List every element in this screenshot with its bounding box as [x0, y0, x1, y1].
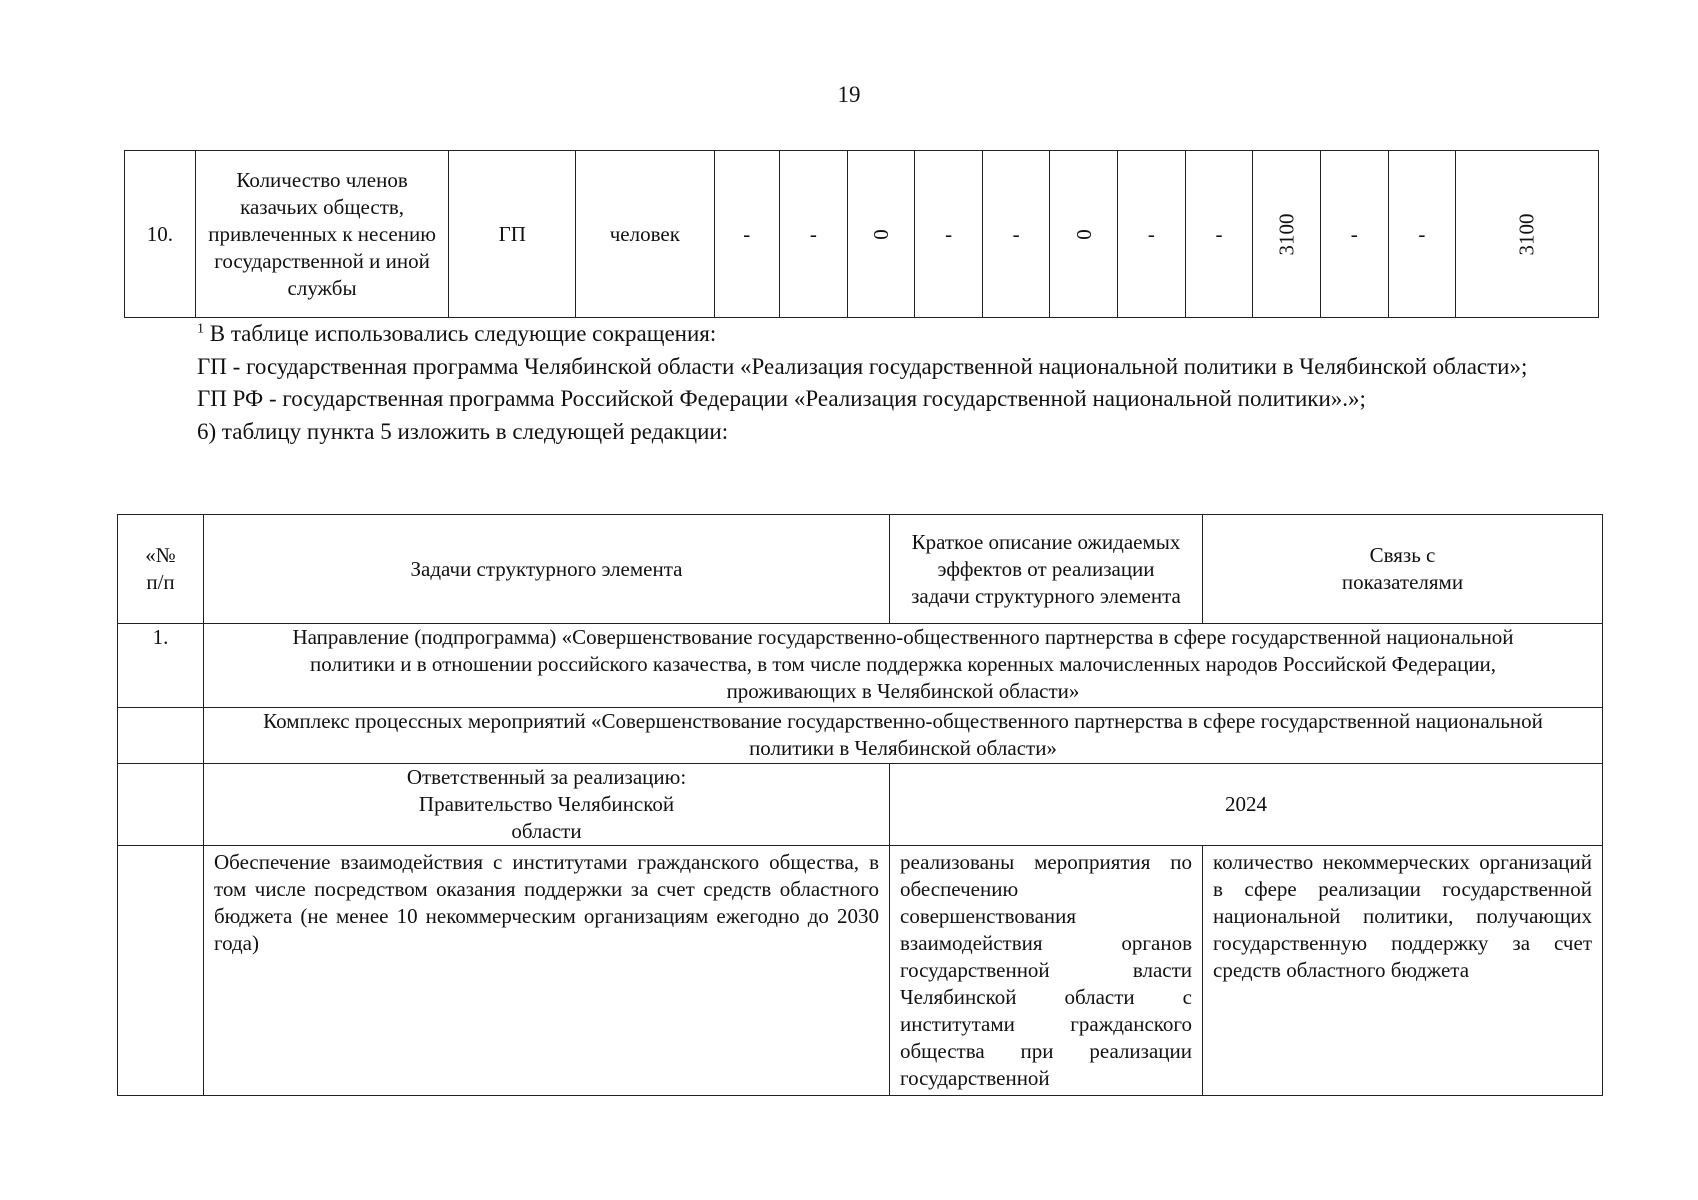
- table-row: [118, 708, 1603, 764]
- table-header-row: [118, 515, 1603, 624]
- value-cell: -: [982, 151, 1050, 318]
- table-row: [118, 624, 1603, 708]
- value-cell: -: [1185, 151, 1253, 318]
- table-row: [125, 151, 1599, 318]
- header-link: Связь с показателями: [1203, 515, 1603, 624]
- link-cell: количество некоммерческих организаций в сфере реализации государственной национальной политики, получающих государственную поддержку за счет средств областного бюджета: [1203, 846, 1603, 1096]
- value-cell: -: [1118, 151, 1186, 318]
- indicator-source: ГП: [449, 151, 576, 318]
- value-cell: 0: [847, 151, 915, 318]
- value-cell: -: [1388, 151, 1456, 318]
- empty-cell: [118, 708, 204, 764]
- year-cell: 2024: [890, 764, 1603, 846]
- table-row: [118, 846, 1603, 1096]
- task-cell: Обеспечение взаимодействия с институтами гражданского общества, в том числе посредством оказания поддержки за счет средств областного бюджета (не менее 10 некоммерческим организациям ежегодно до 2030 года): [204, 846, 890, 1096]
- value-cell: 3100: [1253, 151, 1321, 318]
- section-number: 1.: [118, 624, 204, 708]
- value-cell: 0: [1050, 151, 1118, 318]
- row-number: 10.: [125, 151, 196, 318]
- footnote-intro: $^1$ В таблице использовались следующие сокращения:: [197, 321, 717, 346]
- complex-title: Комплекс процессных мероприятий «Совершенствование государственно-общественного партнерства в сфере государственной национальной политики в Челябинской области»: [204, 708, 1603, 764]
- footnote-mark: 1: [197, 321, 204, 337]
- section-title: Направление (подпрограмма) «Совершенствование государственно-общественного партнерства в сфере государственной национальной политики и в отношении российского казачества, в том числе поддержка коренных малочисленных народов Российской Федерации, проживающих в Челябинской области»: [204, 624, 1603, 708]
- value-cell: -: [780, 151, 848, 318]
- header-tasks: Задачи структурного элемента: [204, 515, 890, 624]
- abbr-gp-rf: ГП РФ - государственная программа Российской Федерации «Реализация государственной национальной политики».»;: [197, 386, 1366, 411]
- page-number: 19: [837, 82, 861, 107]
- indicator-unit: человек: [576, 151, 714, 318]
- table-row: [118, 764, 1603, 846]
- abbr-gp: ГП - государственная программа Челябинской области «Реализация государственной национальной политики в Челябинской области»;: [197, 353, 1528, 379]
- value-cell: 3100: [1456, 151, 1599, 318]
- empty-cell: [118, 846, 204, 1096]
- empty-cell: [118, 764, 204, 846]
- value-cell: -: [1320, 151, 1388, 318]
- indicators-table: [124, 150, 1599, 318]
- value-cell: -: [714, 151, 780, 318]
- tasks-table: [117, 514, 1603, 1096]
- header-effects: Краткое описание ожидаемых эффектов от реализации задачи структурного элемента: [890, 515, 1203, 624]
- item-6: 6) таблицу пункта 5 изложить в следующей редакции:: [197, 418, 729, 444]
- value-cell: -: [915, 151, 983, 318]
- responsible-cell: Ответственный за реализацию: Правительство Челябинской области: [204, 764, 890, 846]
- footnotes: [127, 318, 1594, 448]
- header-num: «№ п/п: [118, 515, 204, 624]
- effect-cell: реализованы мероприятия по обеспечению совершенствования взаимодействия органов государственной власти Челябинской области с институтами гражданского общества при реализации государственной: [890, 846, 1203, 1096]
- indicator-name: Количество членов казачьих обществ, привлеченных к несению государственной и иной службы: [195, 151, 449, 318]
